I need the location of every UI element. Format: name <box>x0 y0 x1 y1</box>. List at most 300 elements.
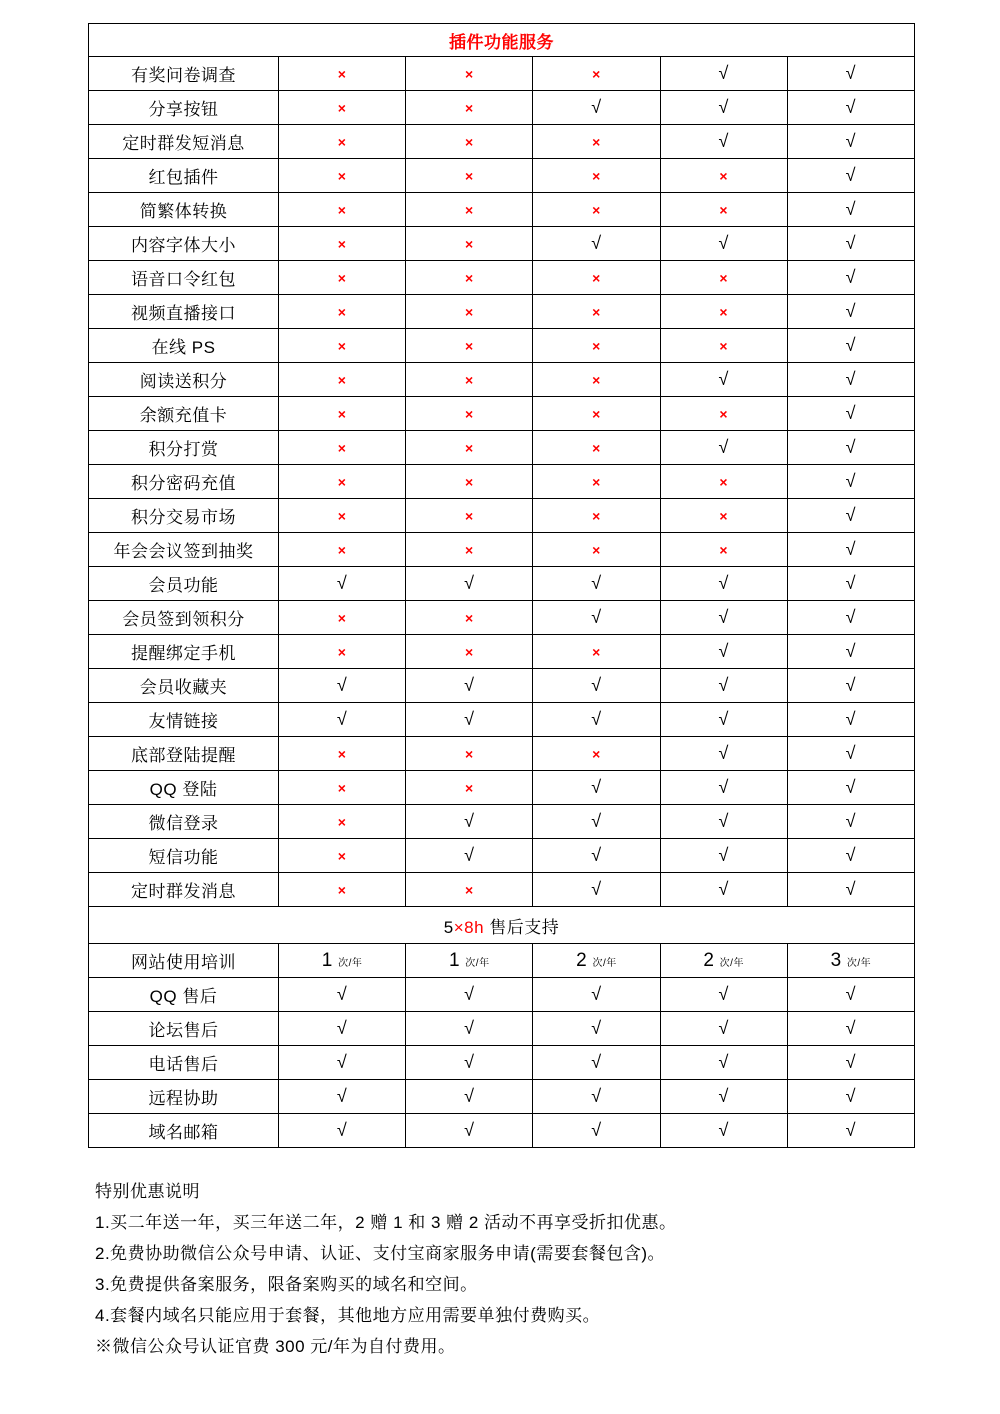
check-mark: √ <box>845 573 857 593</box>
feature-label: 积分打赏 <box>89 431 279 465</box>
mark-cell <box>787 805 914 839</box>
cross-mark: × <box>592 269 601 286</box>
check-mark: √ <box>845 505 857 525</box>
feature-label: 远程协助 <box>89 1080 279 1114</box>
mark-cell <box>279 159 406 193</box>
mark-cell <box>279 703 406 737</box>
check-mark: √ <box>718 709 729 729</box>
cross-mark: × <box>464 609 474 626</box>
mark-cell <box>787 533 914 567</box>
feature-label: 简繁体转换 <box>89 193 279 227</box>
cross-mark: × <box>592 507 601 524</box>
count-unit: 次/年 <box>719 957 744 969</box>
check-mark: √ <box>591 811 602 831</box>
mark-cell <box>787 431 914 465</box>
mark-cell <box>533 839 660 873</box>
mark-cell <box>406 737 533 771</box>
check-mark: √ <box>845 675 857 695</box>
count-unit: 次/年 <box>465 957 490 969</box>
check-mark: √ <box>591 1052 602 1072</box>
mark-cell <box>279 873 406 907</box>
table-row <box>89 227 915 261</box>
mark-cell <box>533 567 660 601</box>
mark-cell <box>406 91 533 125</box>
check-mark: √ <box>845 539 857 559</box>
check-mark: √ <box>845 777 857 797</box>
feature-label: 阅读送积分 <box>89 363 279 397</box>
mark-cell <box>660 329 787 363</box>
table-title-row <box>89 24 915 57</box>
mark-cell <box>406 839 533 873</box>
check-mark: √ <box>718 675 729 695</box>
feature-label: 友情链接 <box>89 703 279 737</box>
support-header-text: 售后支持 <box>484 917 560 937</box>
cross-mark: × <box>464 881 474 898</box>
check-mark: √ <box>718 777 729 797</box>
mark-cell <box>533 295 660 329</box>
cross-mark: × <box>464 745 474 762</box>
count-unit: 次/年 <box>592 957 617 969</box>
cross-mark: × <box>337 99 347 116</box>
check-mark: √ <box>718 573 729 593</box>
feature-label: 有奖问卷调查 <box>89 57 279 91</box>
mark-cell <box>279 805 406 839</box>
cross-mark: × <box>592 337 601 354</box>
cross-mark: × <box>337 439 347 456</box>
mark-cell <box>660 499 787 533</box>
check-mark: √ <box>464 573 475 593</box>
mark-cell <box>406 227 533 261</box>
check-mark: √ <box>336 1120 348 1140</box>
notes-title: 特别优惠说明 <box>95 1182 200 1201</box>
feature-label: QQ 登陆 <box>89 771 279 805</box>
mark-cell <box>787 227 914 261</box>
support-header-red: ×8h <box>453 917 485 937</box>
table-row <box>89 839 915 873</box>
mark-cell <box>533 125 660 159</box>
cross-mark: × <box>592 133 601 150</box>
mark-cell <box>787 1046 914 1080</box>
mark-cell <box>660 431 787 465</box>
feature-label: 会员签到领积分 <box>89 601 279 635</box>
feature-label: 会员功能 <box>89 567 279 601</box>
cross-mark: × <box>464 99 474 116</box>
note-line-3: 3.免费提供备案服务，限备案购买的域名和空间。 <box>95 1275 478 1294</box>
table-row <box>89 295 915 329</box>
cross-mark: × <box>719 507 728 524</box>
check-mark: √ <box>845 1018 857 1038</box>
check-mark: √ <box>464 1120 475 1140</box>
mark-cell <box>406 533 533 567</box>
check-mark: √ <box>336 984 348 1004</box>
feature-label: 网站使用培训 <box>89 944 279 978</box>
mark-cell <box>787 159 914 193</box>
check-mark: √ <box>591 777 602 797</box>
mark-cell <box>660 601 787 635</box>
mark-cell <box>660 1012 787 1046</box>
table-row <box>89 159 915 193</box>
check-mark: √ <box>845 607 857 627</box>
cross-mark: × <box>592 167 601 184</box>
mark-cell <box>787 329 914 363</box>
check-mark: √ <box>464 675 475 695</box>
mark-cell <box>406 295 533 329</box>
mark-cell <box>787 499 914 533</box>
count-unit: 次/年 <box>338 957 363 969</box>
table-row <box>89 397 915 431</box>
mark-cell <box>533 533 660 567</box>
check-mark: √ <box>464 1052 475 1072</box>
cross-mark: × <box>337 779 347 796</box>
mark-cell <box>533 1046 660 1080</box>
mark-cell <box>279 227 406 261</box>
feature-label: 视频直播接口 <box>89 295 279 329</box>
mark-cell <box>406 601 533 635</box>
mark-cell <box>660 193 787 227</box>
count-number: 2 <box>703 949 715 971</box>
check-mark: √ <box>845 811 857 831</box>
mark-cell <box>406 159 533 193</box>
cross-mark: × <box>464 133 474 150</box>
table-row <box>89 771 915 805</box>
cross-mark: × <box>464 405 474 422</box>
table-row <box>89 737 915 771</box>
cross-mark: × <box>719 201 728 218</box>
table-row <box>89 261 915 295</box>
check-mark: √ <box>591 845 602 865</box>
check-mark: √ <box>718 984 729 1004</box>
mark-cell <box>533 261 660 295</box>
table-row <box>89 703 915 737</box>
cross-mark: × <box>464 541 474 558</box>
mark-cell <box>787 295 914 329</box>
mark-cell <box>533 227 660 261</box>
table-row <box>89 125 915 159</box>
mark-cell <box>660 261 787 295</box>
check-mark: √ <box>718 641 729 661</box>
cross-mark: × <box>592 439 601 456</box>
mark-cell <box>787 1012 914 1046</box>
cross-mark: × <box>464 201 474 218</box>
mark-cell <box>660 125 787 159</box>
cross-mark: × <box>464 439 474 456</box>
check-mark: √ <box>845 1086 857 1106</box>
table-row <box>89 805 915 839</box>
feature-label: 提醒绑定手机 <box>89 635 279 669</box>
table-row <box>89 1046 915 1080</box>
cross-mark: × <box>592 745 601 762</box>
mark-cell <box>533 159 660 193</box>
notes-section <box>95 1176 915 1362</box>
check-mark: √ <box>718 845 729 865</box>
cross-mark: × <box>337 541 347 558</box>
mark-cell <box>787 601 914 635</box>
cross-mark: × <box>337 303 347 320</box>
check-mark: √ <box>845 743 857 763</box>
mark-cell <box>787 465 914 499</box>
mark-cell <box>660 465 787 499</box>
check-mark: √ <box>718 811 729 831</box>
table-title: 插件功能服务 <box>89 24 915 57</box>
table-row <box>89 1114 915 1148</box>
mark-cell <box>279 669 406 703</box>
mark-cell <box>406 669 533 703</box>
mark-cell <box>660 567 787 601</box>
check-mark: √ <box>845 63 857 83</box>
cross-mark: × <box>592 541 601 558</box>
mark-cell <box>406 57 533 91</box>
feature-label: 积分交易市场 <box>89 499 279 533</box>
check-mark: √ <box>845 437 857 457</box>
feature-table-body <box>89 24 915 1148</box>
mark-cell <box>787 873 914 907</box>
mark-cell <box>406 1012 533 1046</box>
check-mark: √ <box>591 573 602 593</box>
check-mark: √ <box>845 471 857 491</box>
mark-cell <box>533 193 660 227</box>
mark-cell <box>406 1046 533 1080</box>
table-row <box>89 465 915 499</box>
mark-cell <box>279 567 406 601</box>
mark-cell <box>279 499 406 533</box>
mark-cell <box>787 978 914 1012</box>
mark-cell <box>406 978 533 1012</box>
cross-mark: × <box>337 201 347 218</box>
check-mark: √ <box>718 743 729 763</box>
check-mark: √ <box>464 845 475 865</box>
mark-cell <box>406 431 533 465</box>
mark-cell <box>660 635 787 669</box>
check-mark: √ <box>591 1120 602 1140</box>
mark-cell <box>660 159 787 193</box>
mark-cell <box>787 397 914 431</box>
mark-cell <box>533 1012 660 1046</box>
mark-cell <box>533 465 660 499</box>
cross-mark: × <box>592 65 601 82</box>
check-mark: √ <box>845 879 857 899</box>
mark-cell <box>406 261 533 295</box>
mark-cell <box>660 533 787 567</box>
check-mark: √ <box>845 165 857 185</box>
mark-cell <box>660 669 787 703</box>
mark-cell <box>279 125 406 159</box>
cross-mark: × <box>464 643 474 660</box>
mark-cell <box>787 1080 914 1114</box>
mark-cell <box>533 431 660 465</box>
cross-mark: × <box>337 473 347 490</box>
check-mark: √ <box>718 879 729 899</box>
check-mark: √ <box>845 199 857 219</box>
count-cell <box>406 944 533 978</box>
mark-cell <box>279 431 406 465</box>
note-line-5: ※微信公众号认证官费 300 元/年为自付费用。 <box>95 1337 456 1356</box>
mark-cell <box>533 635 660 669</box>
mark-cell <box>660 839 787 873</box>
feature-label: 红包插件 <box>89 159 279 193</box>
mark-cell <box>660 1114 787 1148</box>
mark-cell <box>279 771 406 805</box>
count-cell <box>787 944 914 978</box>
mark-cell <box>279 91 406 125</box>
cross-mark: × <box>337 813 347 830</box>
check-mark: √ <box>845 1052 857 1072</box>
feature-label: 定时群发消息 <box>89 873 279 907</box>
mark-cell <box>406 635 533 669</box>
cross-mark: × <box>719 473 728 490</box>
check-mark: √ <box>591 607 602 627</box>
check-mark: √ <box>464 709 475 729</box>
mark-cell <box>533 873 660 907</box>
mark-cell <box>533 601 660 635</box>
cross-mark: × <box>464 473 474 490</box>
table-row <box>89 978 915 1012</box>
mark-cell <box>406 397 533 431</box>
mark-cell <box>406 499 533 533</box>
mark-cell <box>533 771 660 805</box>
check-mark: √ <box>591 1086 602 1106</box>
check-mark: √ <box>718 607 729 627</box>
mark-cell <box>787 91 914 125</box>
feature-label: 论坛售后 <box>89 1012 279 1046</box>
mark-cell <box>406 703 533 737</box>
mark-cell <box>660 1080 787 1114</box>
table-row <box>89 193 915 227</box>
table-row <box>89 1012 915 1046</box>
note-line-1: 1.买二年送一年，买三年送二年，2 赠 1 和 3 赠 2 活动不再享受折扣优惠。 <box>95 1213 677 1232</box>
cross-mark: × <box>337 881 347 898</box>
feature-label: 底部登陆提醒 <box>89 737 279 771</box>
feature-label: 微信登录 <box>89 805 279 839</box>
mark-cell <box>533 1114 660 1148</box>
cross-mark: × <box>337 405 347 422</box>
check-mark: √ <box>845 369 857 389</box>
cross-mark: × <box>464 779 474 796</box>
cross-mark: × <box>337 269 347 286</box>
cross-mark: × <box>592 643 601 660</box>
mark-cell <box>533 737 660 771</box>
cross-mark: × <box>592 201 601 218</box>
check-mark: √ <box>845 301 857 321</box>
count-unit: 次/年 <box>846 957 872 969</box>
mark-cell <box>660 805 787 839</box>
cross-mark: × <box>464 167 474 184</box>
mark-cell <box>406 125 533 159</box>
mark-cell <box>660 397 787 431</box>
cross-mark: × <box>337 745 347 762</box>
mark-cell <box>660 227 787 261</box>
check-mark: √ <box>718 1018 729 1038</box>
cross-mark: × <box>464 65 474 82</box>
mark-cell <box>406 329 533 363</box>
check-mark: √ <box>591 97 602 117</box>
cross-mark: × <box>337 65 347 82</box>
check-mark: √ <box>336 709 348 729</box>
mark-cell <box>279 363 406 397</box>
feature-label: 积分密码充值 <box>89 465 279 499</box>
table-row <box>89 91 915 125</box>
check-mark: √ <box>718 97 729 117</box>
support-header-row <box>89 907 915 944</box>
mark-cell <box>279 465 406 499</box>
cross-mark: × <box>337 507 347 524</box>
cross-mark: × <box>464 507 474 524</box>
cross-mark: × <box>337 847 347 864</box>
mark-cell <box>533 397 660 431</box>
cross-mark: × <box>464 269 474 286</box>
mark-cell <box>787 57 914 91</box>
mark-cell <box>406 465 533 499</box>
cross-mark: × <box>337 643 347 660</box>
mark-cell <box>660 737 787 771</box>
mark-cell <box>279 839 406 873</box>
check-mark: √ <box>718 63 729 83</box>
count-cell <box>279 944 406 978</box>
mark-cell <box>533 805 660 839</box>
check-mark: √ <box>845 335 857 355</box>
check-mark: √ <box>845 131 857 151</box>
table-row <box>89 1080 915 1114</box>
mark-cell <box>787 737 914 771</box>
check-mark: √ <box>591 1018 602 1038</box>
mark-cell <box>533 1080 660 1114</box>
feature-label: 余额充值卡 <box>89 397 279 431</box>
cross-mark: × <box>464 337 474 354</box>
mark-cell <box>279 193 406 227</box>
cross-mark: × <box>592 371 601 388</box>
cross-mark: × <box>719 541 728 558</box>
cross-mark: × <box>464 371 474 388</box>
mark-cell <box>533 978 660 1012</box>
table-row <box>89 601 915 635</box>
table-row <box>89 431 915 465</box>
mark-cell <box>787 261 914 295</box>
support-section-header <box>89 907 915 944</box>
table-row <box>89 533 915 567</box>
table-row <box>89 944 915 978</box>
check-mark: √ <box>464 1018 475 1038</box>
cross-mark: × <box>337 371 347 388</box>
mark-cell <box>406 567 533 601</box>
table-row <box>89 567 915 601</box>
mark-cell <box>533 57 660 91</box>
feature-label: 内容字体大小 <box>89 227 279 261</box>
table-row <box>89 57 915 91</box>
check-mark: √ <box>718 369 729 389</box>
table-row <box>89 329 915 363</box>
mark-cell <box>660 363 787 397</box>
check-mark: √ <box>591 879 602 899</box>
cross-mark: × <box>337 337 347 354</box>
mark-cell <box>279 601 406 635</box>
mark-cell <box>279 1114 406 1148</box>
cross-mark: × <box>592 405 601 422</box>
count-number: 1 <box>448 949 461 971</box>
mark-cell <box>279 533 406 567</box>
mark-cell <box>660 771 787 805</box>
mark-cell <box>660 57 787 91</box>
check-mark: √ <box>336 1052 348 1072</box>
check-mark: √ <box>718 1086 729 1106</box>
mark-cell <box>660 91 787 125</box>
feature-label: QQ 售后 <box>89 978 279 1012</box>
mark-cell <box>406 873 533 907</box>
mark-cell <box>787 1114 914 1148</box>
mark-cell <box>406 1080 533 1114</box>
check-mark: √ <box>591 709 602 729</box>
note-line-2: 2.免费协助微信公众号申请、认证、支付宝商家服务申请(需要套餐包含)。 <box>95 1244 665 1263</box>
mark-cell <box>787 669 914 703</box>
feature-label: 在线 PS <box>89 329 279 363</box>
